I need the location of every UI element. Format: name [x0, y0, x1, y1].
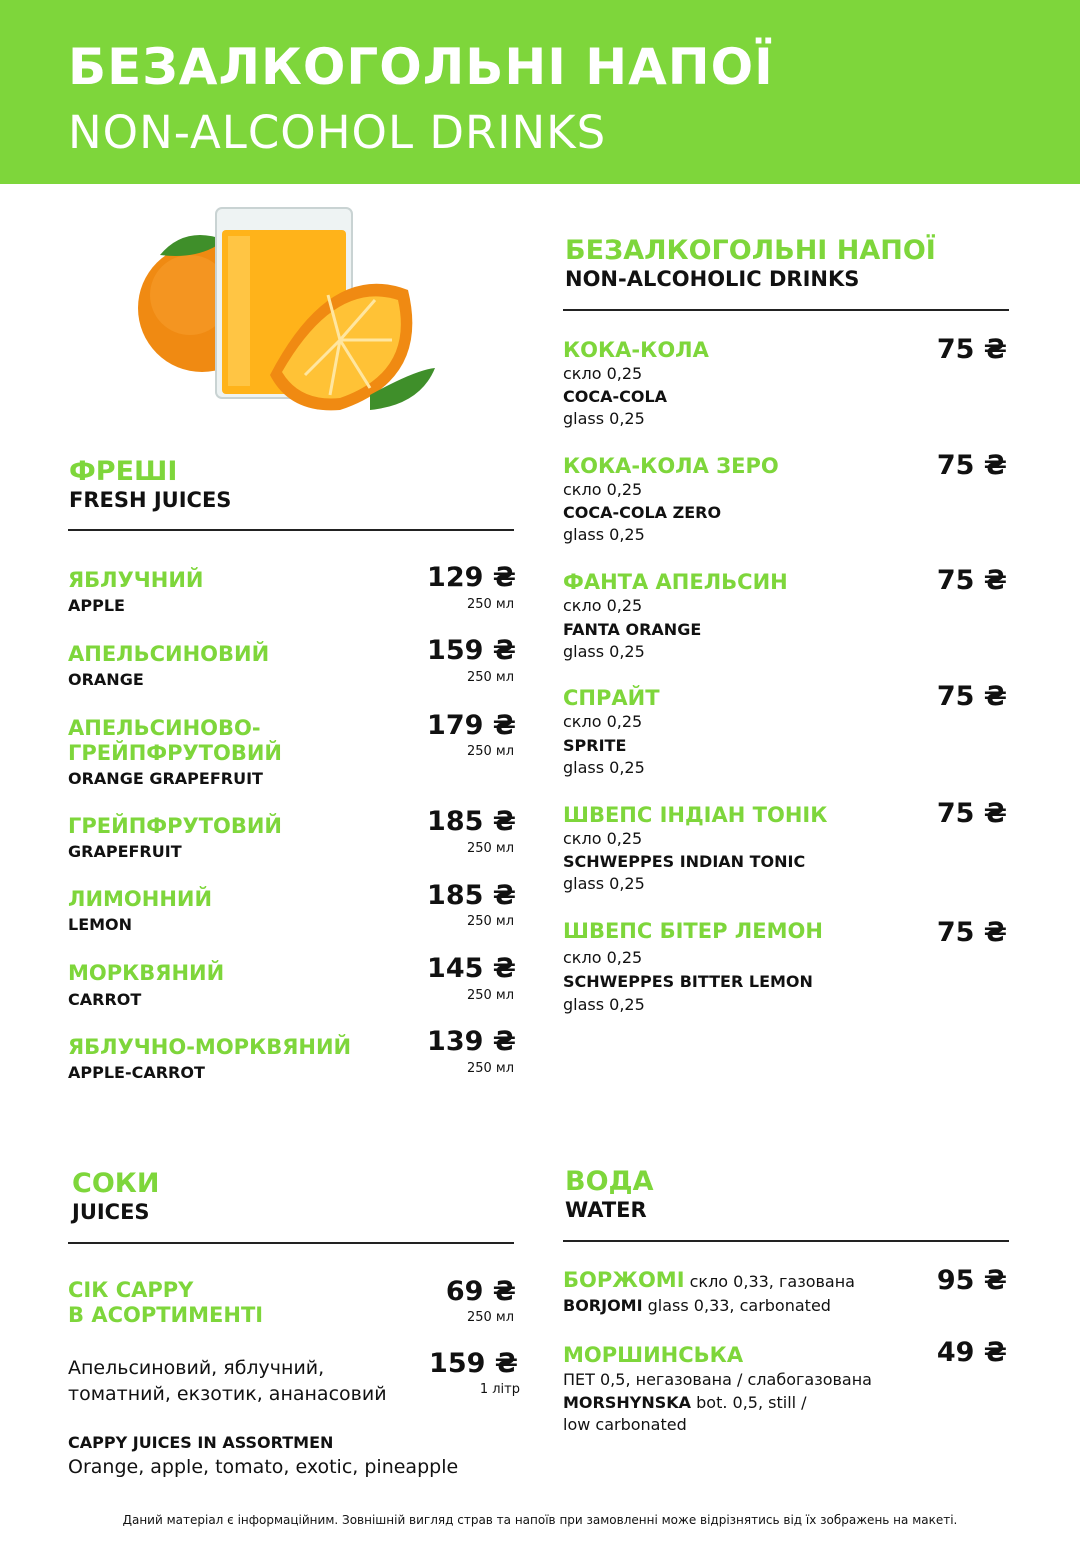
liter-volume: 1 літр: [479, 1382, 520, 1397]
soft-item-name-ua: КОКА-КОЛА ЗЕРО: [563, 454, 779, 478]
soft-item-name-en: SPRITE: [563, 736, 627, 755]
borjomi-price: 95 ₴: [936, 1265, 1007, 1296]
water-title-en: WATER: [565, 1198, 647, 1222]
flavors-en: Orange, apple, tomato, exotic, pineapple: [68, 1456, 459, 1478]
fresh-item-volume: 250 мл: [466, 988, 514, 1003]
morshynska-desc-en: bot. 0,5, still /: [691, 1393, 807, 1412]
borjomi-line-en: [563, 1294, 831, 1317]
fresh-divider: [68, 529, 514, 531]
fresh-item-volume: 250 мл: [466, 744, 514, 759]
fresh-item-volume: 250 мл: [466, 1061, 514, 1076]
cappy-price: 69 ₴: [445, 1276, 516, 1307]
soft-item-volume-en: glass 0,25: [563, 874, 645, 893]
soft-item-name-ua: ШВЕПС ІНДІАН ТОНІК: [563, 803, 828, 827]
fresh-item-price: 139 ₴: [427, 1026, 516, 1057]
flavors-ua: Апельсиновий, яблучний,: [68, 1357, 325, 1379]
soft-item-price: 75 ₴: [936, 681, 1007, 712]
soft-item-price: 75 ₴: [936, 798, 1007, 829]
fresh-item-name-ua: ЯБЛУЧНО-МОРКВЯНИЙ: [68, 1035, 352, 1059]
fresh-item-name-en: CARROT: [68, 990, 142, 1009]
morshynska-desc-en-line2: low carbonated: [563, 1415, 687, 1434]
soft-item-volume-en: glass 0,25: [563, 525, 645, 544]
borjomi-name-en: BORJOMI: [563, 1296, 643, 1315]
fresh-item-volume: 250 мл: [466, 597, 514, 612]
morshynska-line-en: [563, 1391, 807, 1414]
soft-item-name-en: SCHWEPPES BITTER LEMON: [563, 972, 813, 991]
soft-item-price: 75 ₴: [936, 334, 1007, 365]
soft-item-volume-ua: скло 0,25: [563, 948, 643, 967]
soft-item-name-en: COCA-COLA: [563, 387, 668, 406]
fresh-item-price: 185 ₴: [427, 880, 516, 911]
fresh-item-name-ua: ЛИМОННИЙ: [68, 887, 213, 911]
fresh-item-price: 185 ₴: [427, 806, 516, 837]
water-title-ua: ВОДА: [565, 1166, 654, 1197]
fresh-item-name-ua: АПЕЛЬСИНОВО-: [68, 716, 261, 740]
morshynska-name-ua: МОРШИНСЬКА: [563, 1343, 744, 1367]
soft-item-name-en: COCA-COLA ZERO: [563, 503, 722, 522]
header-title-en: NON-ALCOHOL DRINKS: [68, 106, 607, 159]
fresh-item-price: 179 ₴: [427, 710, 516, 741]
fresh-item-name-ua: МОРКВЯНИЙ: [68, 961, 225, 985]
soft-item-price: 75 ₴: [936, 450, 1007, 481]
fresh-item-price: 159 ₴: [427, 635, 516, 666]
soft-title-en: NON-ALCOHOLIC DRINKS: [565, 267, 860, 291]
fresh-item-volume: 250 мл: [466, 914, 514, 929]
water-divider: [563, 1240, 1009, 1242]
soft-item-name-ua: КОКА-КОЛА: [563, 338, 709, 362]
soft-item-volume-ua: скло 0,25: [563, 480, 643, 499]
fresh-item-name-en: ORANGE GRAPEFRUIT: [68, 769, 263, 788]
cappy-name-en: CAPPY JUICES IN ASSORTMEN: [68, 1433, 334, 1452]
fresh-title-ua: ФРЕШІ: [69, 456, 178, 487]
borjomi-desc-ua: скло 0,33, газована: [684, 1272, 855, 1291]
borjomi-line-ua: [563, 1268, 855, 1293]
soft-item-name-ua: ШВЕПС БІТЕР ЛЕМОН: [563, 919, 823, 943]
borjomi-name-ua: БОРЖОМІ: [563, 1268, 685, 1292]
soft-item-volume-ua: скло 0,25: [563, 596, 643, 615]
morshynska-price: 49 ₴: [936, 1337, 1007, 1368]
soft-item-name-ua: СПРАЙТ: [563, 686, 660, 710]
fresh-item-name-en: GRAPEFRUIT: [68, 842, 182, 861]
disclaimer: Даний матеріал є інформаційним. Зовнішній вигляд страв та напоїв при замовленні може відрізнятись від їх зображень на макеті.: [122, 1513, 958, 1527]
soft-item-volume-ua: скло 0,25: [563, 364, 643, 383]
soft-item-volume-ua: скло 0,25: [563, 712, 643, 731]
soft-item-name-en: SCHWEPPES INDIAN TONIC: [563, 852, 806, 871]
cappy-volume: 250 мл: [466, 1310, 514, 1325]
soft-item-name-en: FANTA ORANGE: [563, 620, 702, 639]
orange-juice-illustration: [130, 200, 450, 430]
soft-item-volume-en: glass 0,25: [563, 642, 645, 661]
fresh-item-name-en: APPLE: [68, 596, 125, 615]
fresh-item-price: 129 ₴: [427, 562, 516, 593]
morshynska-desc-ua: ПЕТ 0,5, негазована / слабогазована: [563, 1370, 872, 1389]
fresh-item-name-ua: АПЕЛЬСИНОВИЙ: [68, 642, 270, 666]
soft-item-price: 75 ₴: [936, 565, 1007, 596]
fresh-item-name-en: ORANGE: [68, 670, 144, 689]
soft-divider: [563, 309, 1009, 311]
cappy-name-ua-line2: В АСОРТИМЕНТІ: [68, 1303, 264, 1327]
flavors-ua-line2: томатний, екзотик, ананасовий: [68, 1383, 387, 1405]
borjomi-desc-en: glass 0,33, carbonated: [642, 1296, 831, 1315]
header-title-ua: БЕЗАЛКОГОЛЬНІ НАПОЇ: [68, 38, 774, 96]
soft-item-volume-en: glass 0,25: [563, 409, 645, 428]
fresh-item-volume: 250 мл: [466, 841, 514, 856]
cappy-name-ua: СІК CAPPY: [68, 1278, 194, 1302]
soft-item-name-ua: ФАНТА АПЕЛЬСИН: [563, 570, 788, 594]
fresh-item-name-ua: ЯБЛУЧНИЙ: [68, 568, 204, 592]
juices-title-ua: СОКИ: [72, 1168, 160, 1199]
morshynska-name-en: MORSHYNSKA: [563, 1393, 692, 1412]
juices-title-en: JUICES: [72, 1200, 150, 1224]
juices-divider: [68, 1242, 514, 1244]
fresh-item-name-ua: ГРЕЙПФРУТОВИЙ: [68, 814, 283, 838]
fresh-item-volume: 250 мл: [466, 670, 514, 685]
fresh-item-name-en: APPLE-CARROT: [68, 1063, 205, 1082]
fresh-item-name-ua-line2: ГРЕЙПФРУТОВИЙ: [68, 741, 283, 765]
soft-item-price: 75 ₴: [936, 917, 1007, 948]
fresh-item-name-en: LEMON: [68, 915, 133, 934]
liter-price: 159 ₴: [429, 1348, 518, 1379]
fresh-title-en: FRESH JUICES: [69, 488, 232, 512]
soft-item-volume-ua: скло 0,25: [563, 829, 643, 848]
soft-item-volume-en: glass 0,25: [563, 995, 645, 1014]
soft-item-volume-en: glass 0,25: [563, 758, 645, 777]
soft-title-ua: БЕЗАЛКОГОЛЬНІ НАПОЇ: [565, 235, 936, 266]
header-banner: [0, 0, 1080, 184]
fresh-item-price: 145 ₴: [427, 953, 516, 984]
